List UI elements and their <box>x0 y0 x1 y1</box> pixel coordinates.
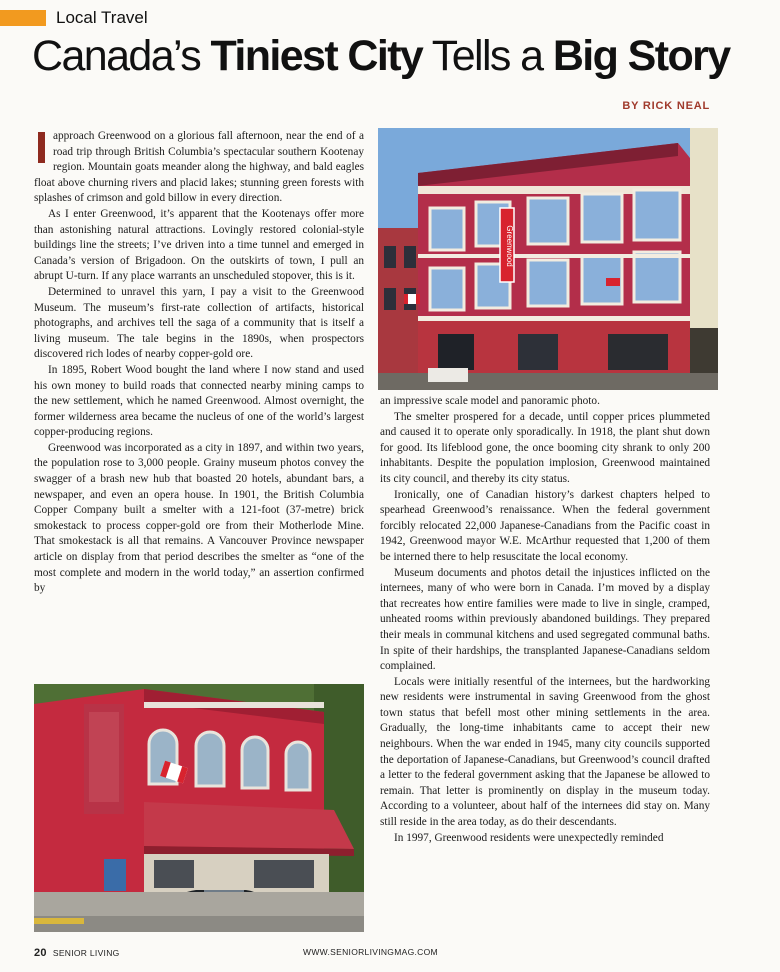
photo-greenwood-hotel <box>378 128 718 390</box>
paragraph: approach Greenwood on a glorious fall afternoon, near the end of a road trip through British Columbia’s spectacular southern Kootenay region. Mountain goats meander along the highway, and bald eagles float above churning rivers and placid lakes; stunning green forests with splashes of crimson and gold billow in every direction. <box>34 130 364 205</box>
drop-cap-bar <box>38 132 45 163</box>
paragraph: Museum documents and photos detail the injustices inflicted on the internees, many of who were born in Canada. I’m moved by a display that recreates how entire families were made to live in single, cramped, unheated rooms within previously abandoned buildings. They prepared their meals in communal kitchens and used segregated communal baths. In spite of their hardships, the transplanted Japanese-Canadians seldom complained. <box>380 566 710 673</box>
headline-part-1: Canada’s <box>32 32 211 80</box>
paragraph: Greenwood was incorporated as a city in 1897, and within two years, the population rose to 3,000 people. Grainy museum photos convey the swagger of a brash new hub that boasted 20 hotels, abundant bars, a newspaper, and even an opera house. In 1901, the British Columbia Copper Company built a smelter with a 121-foot (37-metre) brick smokestack to process copper-gold ore from their Motherlode Mine. That smokestack is all that remains. A Vancouver Province newspaper article on display from that period describes the smelter as “one of the most complete and modern in the world today,” an assertion confirmed by <box>34 441 364 595</box>
page-number: 20 <box>34 947 47 959</box>
headline <box>32 30 752 82</box>
paragraph: In 1895, Robert Wood bought the land where I now stand and used his own money to build roads that connected nearby mining camps to the new settlement, which he named Greenwood. Almost overnight, the former wilderness area became the nucleus of one of the world’s largest copper-producing regions. <box>34 363 364 439</box>
photo-red-building-svg <box>34 684 364 932</box>
footer-left <box>34 947 120 959</box>
photo-greenwood-hotel-svg <box>378 128 718 390</box>
paragraph: Determined to unravel this yarn, I pay a visit to the Greenwood Museum. The museum’s first-rate collection of artifacts, historical photographs, and archives tell the saga of a community that is itself a living museum. The tale begins in the 1890s, when prospectors discovered rich lodes of nearby copper-gold ore. <box>34 285 364 361</box>
section-label: Local Travel <box>56 8 148 27</box>
headline-part-3: Tells a <box>422 32 553 80</box>
paragraph: The smelter prospered for a decade, until copper prices plummeted and caused it to operate only sporadically. In 1918, the plant shut down for good. Its lifeblood gone, the once booming city shrank to only 200 inhabitants. Despite the population implosion, Greenwood maintained its city council, and thereby its city status. <box>380 410 710 485</box>
byline: BY RICK NEAL <box>622 100 710 112</box>
photo-red-building <box>34 684 364 932</box>
paragraph: Ironically, one of Canadian history’s darkest chapters helped to spearhead Greenwood’s renaissance. When the federal government forcibly relocated 22,000 Japanese-Canadians from the Pacific coast in 1942, Greenwood mayor W.E. McArthur requested that 1,200 of them be interned there to help resuscitate the local economy. <box>380 488 710 563</box>
publication-name: SENIOR LIVING <box>52 948 120 958</box>
paragraph: In 1997, Greenwood residents were unexpectedly reminded <box>394 831 664 844</box>
headline-part-4: Big Story <box>552 32 730 80</box>
paragraph: Locals were initially resentful of the internees, but the hardworking new residents were instrumental in saving Greenwood from the ghost town status that befell most other mining settlements in the area. Gradually, the long-time inhabitants came to accept their new neighbours. When the war ended in 1945, many city councils supported the deportation of Japanese-Canadians, but Greenwood’s council drafted a letter to the federal government asking that the Japanese be allowed to remain. That letter is prominently on display in the museum today. According to a volunteer, about half of the internees did stay on. Many still reside in the area today, as do their descendants. <box>380 675 710 829</box>
paragraph: As I enter Greenwood, it’s apparent that the Kootenays offer more than astonishing natural attractions. Lovingly restored colonial-style buildings line the streets; I’ve driven into a time tunnel and emerged in Canada’s version of Brigadoon. On the outskirts of town, I pull an abrupt U-turn. If any place warrants an unscheduled stopover, this is it. <box>34 207 364 283</box>
hotel-sign-text: Greenwood <box>505 225 514 267</box>
left-column <box>34 129 364 597</box>
headline-part-2: Tiniest City <box>210 32 423 80</box>
paragraph: an impressive scale model and panoramic photo. <box>380 395 600 407</box>
footer-url: WWW.SENIORLIVINGMAG.COM <box>303 947 438 957</box>
section-tab <box>0 10 46 26</box>
right-column <box>380 394 710 846</box>
